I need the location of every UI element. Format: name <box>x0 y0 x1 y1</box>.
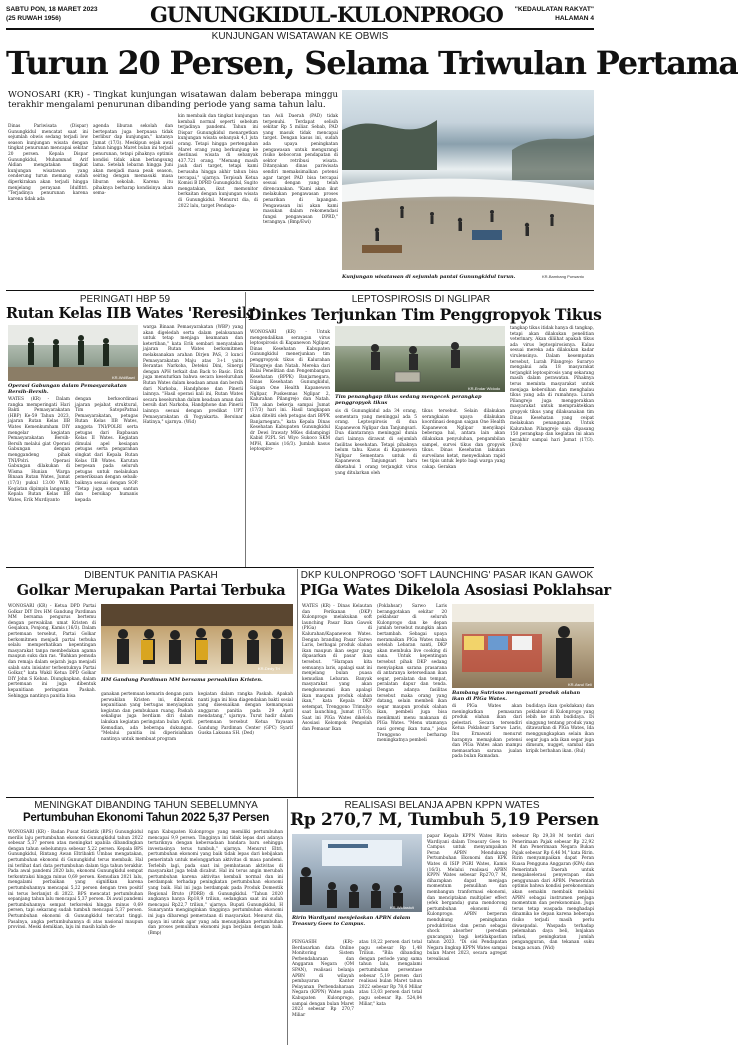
a4-col3: kegiatan dalam rangka Paskah. Apakah nanti juga ini bisa diagendakan bakti sosial yang disesuaikan dengan kemampuan anggaran panitia pada 29 April mendatang," ujarnya. Turut hadir dalam pertemuan tersebut Ketua Yayasan Gandung Pardiman Center (GPC) Syarif Guska Laksana SH. (Ded) <box>198 692 293 737</box>
a7-col4: sebesar Rp 29,38 M terdiri dari Penerimaan Pajak sebesar Rp 22,92 M dan Penerimaan Negara Bukan Pajak sebesar Rp 6,46 M," kata Ririn. Ririn menyampaikan dapat Peran Kuasa Pengguna Anggaran (KPA) dan Pemerintah Daerah untuk mengakselerasi penyerapan dan penggunaan dari APBN. Pemerintah optimis bahwa kondisi perekonomian akan semakin membaik melalui APBN sebagai instrumen penjaga momentum dan perekonomian. Juga terus tetap waspada menghadapi dinamika ke depan karena beberapa risiko terjadi masih perlu diwaspadai. Waspada terhadap pelemahan daya beli, lonjakan inflasi, peningkatan jumlah pengangguran, dan tekanan suku bunga acuan. (Wid) <box>512 834 594 951</box>
a1-kicker: KUNJUNGAN WISATAWAN KE OBWIS <box>211 31 389 42</box>
issue-date-javanese: (25 RUWAH 1956) <box>6 15 61 22</box>
a5-col2: (Poklahsar) Sarwo Laris beranggotakan sekitar 20 poklahsar di seluruh Kulonprogo dan ke depan jumlah tersebut mungkin akan bertambah. Sebagai upaya meramaikan PIGa Wates maka setelah Lebaran nanti, DKP akan membuka live cooking di sana. Untuk kepentingan tersebut pihak DKP sedang menyiapkan sarana prasarana di antaranya ketersediaan ikan segar, peralatan dan tempat, peralatan dapur dan tenda. Dengan adanya fasilitas tersebut maka orang yang datang, selain membeli ikan segar maupun produk olahan ikan, pembeli juga bisa menikmati menu makanan di PIGa Wates. "Menu utamanya nasi goreng ikan tuna," jelas Trenggono berharap meningkatnya pembeli <box>377 604 447 744</box>
a1-beach-photo <box>342 90 594 270</box>
a1-col1: Dinas Pariwisata (Dispar) Gunungkidul mencatat saat ini sejumlah obwis sedang terjadi low season kunjungan wisata dengan tingkat penurunan mencapai sekitar 20 persen. Kepala Dispar Gunungkidul, Muhammad Arif Aldian mengatakan tingkat kunjungan wisatawan yang cenderung turun memang sudah diperkirakan akan terjadi hingga menjelang perayaan Idulfitri. "Terjadinya penurunan karena karena tidak ada <box>8 124 88 202</box>
a2-headline: Rutan Kelas IIB Wates 'Reresik' <box>6 305 256 322</box>
a3-col2: sis di Gunungkidul ada 34 orang, sementara yang meninggal ada 5 orang. Leptospirosis di dua Kapanewon Nglipar dan Tanjungsari. Dua diantaranya meninggal dunia dari lainnya dirawat di sejumlah fasilitas kesehatan. Tetapi pihaknya belum tahu. Kasus di Kapanewon Nglipar Sementara untuk di Kapanewon Tanjungsari baru diketahui 1 orang terjangkit virus yang ditularkan oleh <box>335 409 417 476</box>
room-scene <box>8 325 138 381</box>
a1-lead-text: WONOSARI (KR) - Tingkat kunjungan wisatawan dalam beberapa minggu terakhir mengalami penurunan dibanding periode yang sama tahun lalu. <box>8 90 338 111</box>
a5-col1: WATES (KR) - Dinas Kelautan dan Perikanan (DKP) Kulonprogo melakukan soft launching Pasar Ikan Gawok (PIGa) di Kalurahan/Kapanewon Wates. Dengan branding Pasar Sarwo Laris, berbagai produk olahan ikan maupun ikan segar yang dipasarkan di pasar ikan tersebut. "Harapan kita semuanya laris, apalagi saat ini menjelang bulan puasa kemudian Lebaran. Banyak masyarakat yang akan mengkonsumsi ikan apalagi ikan maupun produk olahan ikan," kata Kepala DKP setempat, Trenggono Trimulyo saat launching, Jumat (17/3). Saat ini PIGa Wates dikelola Asosiasi Kelompok Pengolah dan Pemasar Ikan <box>302 604 372 733</box>
a3-credit: KR-Endar Widodo <box>468 386 501 391</box>
a3-col1: WONOSARI (KR) - Untuk mengendalikan serangan virus leptospirosis di Kapanewon Nglipar, Dinas Kesehatan Kabupaten Gunungkidul menerjunkan tim penggropyok tikus di Kalurahan Pilangrejo dan Natah. Mereka dari Balai Penelitian dan Pengembangan Kesehatan (BPPK) Banjarnegara, Dinas Kesehatan Gunungkidul, Saigan One Health Kapanewon Nglipar, Puskesmas Nglipar 2, Kalurahan Pilangrejo dan Natah. Tim akan bekerja sampai Jumat (17/3) hari ini. Hasil tangkapan akan diteliti oleh petugas dari BPPK Banjarnegara," kata Kepala Dinas Kesehatan Kabupaten Gunungkidul dr Dewi Irawaty MKes didampingi Kabid P2PL Sri Wiyo Sukoco SKM MPH, Kamis (16/3). Jumlah kasus leptospiro- <box>250 330 330 453</box>
a7-campus-photo <box>292 834 422 912</box>
a7-credit: KR-Widiastuti <box>390 905 415 910</box>
a5-market-photo <box>452 604 594 688</box>
a5-headline: PIGa Wates Dikelola Asosiasi Poklahsar <box>300 582 611 599</box>
vdivider-1 <box>245 292 246 567</box>
a6-kicker: MENINGKAT DIBANDING TAHUN SEBELUMNYA <box>34 800 258 811</box>
a6-col1: WONOSARI (KR) - Badan Pusat Statistik (BPS) Gunungkidul merilis laju pertumbuhan ekonomi Gunungkidul tahun 2022 sebesar 5,37 persen atau meningkat apabila dibandingkan dengan tahun sebelumnya sebesar 5,22 persen. Kepala BPS Gunungkidul, Rintang Awan Eltribakti Umbas mengatakan, pertumbuhan ekonomi di Gunungkidul terus membaik. Hal ini terlihat dari data pertumbuhan dalam tiga tahun terakhir. Pada awal pandemi 2020 lalu, ekonomi Gunungkidul sempat terkontraksi hingga minus 0,69 persen. Kemudian 2021 lalu, mengalami perbaikan yang signifikan karena pertumbuhannya mencapai 5,22 persen dengan tren positif ini terus berlanjut di 2022. BPS mencatat pertumbuhan sepanjang tahun lalu mencapai 5,37 persen. Di awal pandemi pertumbuhannya sempat terkoreksi hingga minus 0,69 persen, tapi sekarang sudah tumbuh mencapai 5,37 persen. Pertumbuhan ekonomi di Gunungkidul tercatat tinggi. Pasalnya, angka pertumbuhannya di atas nasional maupun provinsi. Meski demikian, laju ini masih kalah de- <box>8 830 143 931</box>
a2-caption: Operasi Gabungan dalam Pemasyarakatan Bersih-Bersih. <box>8 383 127 395</box>
a4-headline: Golkar Merupakan Partai Terbuka <box>16 582 286 599</box>
a2-operation-photo <box>8 325 138 381</box>
a7-headline: Rp 270,7 M, Tumbuh 5,19 Persen <box>290 810 599 830</box>
a3-headline: Dinkes Terjunkan Tim Penggropyok Tikus <box>248 305 602 324</box>
a1-credit: KR-Bambang Purwanto <box>542 274 585 279</box>
page-number: HALAMAN 4 <box>555 15 594 22</box>
a7-col1: PENGASIH (KR)-Berdasarkan data Online Monitoring Sistem Perbendaharaan dan Anggaran Negara (OM SPAN), realisasi belanja APBN di wilayah pembayaran Kantor Pelayanan Perbendaharaan Negara (KPPN) Wates pada Kabupaten Kulonprogo, sampai dengan bulan Maret 2023 sebesar Rp 270,7 Miliar <box>292 940 354 1018</box>
a6-col2: ngan Kabupaten Kulonprogo yang memiliki pertumbuhan mencapai 9,9 persen. Tingginya ini tidak lepas dari adanya tertariknya dengan kebersadaan bandara baru sehingga investasinya terus tumbuh," ujarnya. Menurut Eltri, pertumbuhan ekonomi yang baik tidak lepas dari kebijakan pemerintah untuk melonggarkan aktivitas di masa pandemi. Terlebih lagi, pada saat ini pembatasan aktivitas di masyarakat juga telah dicabut. Hal ini terus angin merubah pertumbuhan karena aktivitas kembali normal dan ini berdampak terhadap peningkatan pertumbuhan ekonomi yang baik. Hal ini juga berdampak pada Produk Domestik Regional Bruto (PDRB) di Gunungkidul. "Tahun 2020 angkanya hanya Rp18,9 triliun, sedangkan saat ini sudah mencapai Rp22,7 triliun," ujarnya. Bupati Gunungkidul, H Sunaryanta menginginkan tingginya pertumbuhan ekonomi ini juga dibarengi pemerataan di masyarakat. Menurut dia, upaya ini untuk agar yang ada menunjukkan pertumbuhan dan proses pemulihan ekonomi juga berjalan dengan baik. (Bmp) <box>148 830 283 936</box>
paper-name: "KEDAULATAN RAKYAT" <box>514 6 594 13</box>
a7-col2: atau 18,22 persen dari total pagu sebesar Rp 1,48 Triliun. "Bila dibanding dengan periode yang sama tahun lalu, mengalami pertumbuhan persentase sebesar 5,19 persen dari realisasi bulan Maret tahun 2022 sebesar Rp 78,6 Miliar atau 13,03 persen dari total pagu sebesar Rp. 524,84 Miliar," kata <box>359 940 422 1007</box>
a4-col1: WONOSARI (KR) - Ketua DPD Partai Golkar DIY Drs HM Gandung Pardiman MM bersama pengurus bertemu dengan perwakilan umat Kristen di Gesjakun, Ponjong, Kamis (16/3). Dalam pertemuan tersebut, Partai Golkar berkomitmen menjadi partai terbuka selalu memperhatikan kepentingan masyarakat tanpa membedakan agama maupun suku dan ras. "Bahkan pemuda dan remaja dalam sejarah juga menjadi salah satu inisiator terbentuknya Partai Golkar," kata Wakil Ketua DPD Golkar DIY John S Keban. Diungkapkan, dalam pertemuan ini juga dibentuk kepanitiaan peringatan Paskah. Sehingga nantinya panitia bisa <box>8 604 96 699</box>
a3-col4: tangkap tikus itidak hanya di tangkap, tetapi akan dilakukan penelitian veterinary. Akan diliihat apakah tikus ada virus leptospirosisnya. Kalau sesuai mereka ada dilakukan kadar virulensinya. Dalam kesempatan tersebut, Lurah Pilangrejo Suraryo mengakui ada 18 masyarakat terjangkit leptospirosis yang sekarang masih dalam perawatan. Pihaknya terus meminta masyarakat untuk menjaga kebersihan dan menghalau tikus yang ada di rumahnya. Lurah Pilangrejo juga menggerakkan masyarakat untuk mempraktekkan gropyok tikus yang dilaksanakan tim Dinas Kesehatan yang ceipat melakukan penanganan. Untuk Kalurahan Pilangrejo saja dipasang 150 perangkap dan kegiatan ini akan berakhir sampai hari Jumat (17/3). (Ewi) <box>510 326 594 449</box>
a3-kicker: LEPTOSPIROSIS DI NGLIPAR <box>351 294 491 305</box>
a7-caption: Ririn Wardiyani menjelaskan APBN dalam Treasury Goes to Campus. <box>292 915 411 927</box>
a2-col2: warga Binaan Pemasyarakatan (WBP) yang akan digeledah serta dalam pelaksanaan untuk tetap menjaga keamanan dan ketertiban," kata Erik sembari menyatakan jajaran Rutan Wates berkomitmen melaksanakan arahan Dirjen PAS, 3 kunci Pemasyarakatan Maju atas 3+1 yaitu Berantas Narkoba, Deteksi Dini, Sinergi dengan APH terkait dan Back to Basic. Erik juga menuturkan bahwa secara keseluruhan Rutan Wates dalam keadaan aman dan bersih dari Narkoba, Handphone dan Pinerii lainnya. "Hasil operasi kali ini, Rutan Wates secara keseluruhan dalam keadaan aman dan bersih dari Narkoba, Handphone dan Pinerii lainnya sesuai dengan predikat UPT Pemasyarakatan di Yogyakarta. Bersinar Hatinya," ujarnya. (Wid) <box>143 325 243 426</box>
divider-2 <box>6 567 594 568</box>
a5-kicker: DKP KULONPROGO 'SOFT LAUNCHING' PASAR IKAN GAWOK <box>300 570 594 581</box>
masthead-rule <box>6 28 594 30</box>
a5-col3: di PIGa Wates akan meningkatkan pemasaran produk olahan ikan dari pelestari. Secara tersendiri Ketua Poklahsar Sarwo Laris, Ibu Ernawati menurut harapnya memajukan potensi dan PIGa Wates akan mampu memasarkan sarana jualan pada bulan Ramadan. <box>452 704 522 760</box>
a4-col2: ganakan pertemuan kemarin dengan para perwakilan Kristen ini, dibentuk kepanitiaan yang bertugas menyiapkan kegiatan dan pembukaan ruang. Paskah sekaligus juga berdiam diri dalam lakukan kegiatan peringatan bulan April. Kemudian, ada beberapa dukungan. "Melalui panitia ini diperisiahkan nantinya untuk membuat program <box>101 692 193 742</box>
a5-col4: budidaya ikan (pokdakan) dan poklahsar di Kulonprogo yang lebih ke arah budidaya. Di singgung tentang produk yang ditawarkan di PIGa Wates, Ida menggungkapkan selain ikan segar juga ada ikan segar juga dimsum, nugget, sambal dan kripik berbahan ikan. (Rul) <box>526 704 594 754</box>
section-title: GUNUNGKIDUL-KULONPROGO <box>150 2 503 27</box>
divider-3 <box>6 797 594 798</box>
a1-col3: kin membaik dan tingkat kunjungan kembali normal seperti sebelum terjadinya pandemi. Tahun ini Dispar Gunungkidul menargetkan kunjungan wisata sebanyak 4,1 juta orang. Tetapi hingga pertengahan Maret orang yang berkunjung ke destinasi wisata di sebanyak 437.721 orang. "Memang masih jauh dari target, tetapi kami berusaha hingga akhir tahun bisa tercapai," ujarnya. Terpisah Ketua Komisi B DPRD Gunungkidul, Sugito mengatakan, ikut memonitor berkaitan dengan kunjungan wisata di Gunungkidul. Menurut dia, di 2022 lalu, target Pendapa- <box>178 114 258 209</box>
stall-scene <box>452 604 594 688</box>
seminar-scene <box>292 834 422 912</box>
a4-credit: KR-Dedy Tri <box>258 666 280 671</box>
a5-caption: Bambang Sutrisno mengamati produk olahan ikan di PIGa Wates. <box>452 690 581 702</box>
a1-col4: tan Asli Daerah (PAD) tidak terpenuhi. Terdapat selisih sekitar Rp 5 miliar. Sebab, PAD yang masuk tidak mencapai target. Dengan kasus ini, sudah ada upaya peningkatan pengawasan untuk mengurangi risiko kebocoran pendapatan di sektor retribusi wisata. Ditanyakan dinas pariwisata sendiri memaksimalkan potensi agar target PAD bisa tercapai sesuai dengan yang telah direncanakan. "Kami akan ikut melakukan pengawasan proses penarikan di lapangan. Pengawasan ini akan kami masukan dalam rekomendasi fungsi pengawasan DPRD," terangnya. (Bmp/Ewi) <box>263 114 338 226</box>
a3-col3: tikus tersebut. Selain dilakukan serangkaian upaya dilakukan koordinasi dengan saigan One Health Kapanewon Nglipar menyikapi beberapa hal, antara lain akan dilakukan penyuluhan, pengambilan sampel, survei tikus dan gropyok tikus. Dinas Kesehatan lakukan surveilans ketat, menyediakan rapid tes tipis untuk Iepto bagi warga yang cakap. Gerakan <box>422 409 505 470</box>
a1-col2: agenda liburan sekolah dan bertepatan juga berpuasa tidak berlibur dap kunjungan," katanya Jumat (17/3). Meskipun sejak awal tahun hingga Maret bulan ini terjadi penurunan, tetapi pihaknya optimis kondisi tidak akan berlangsung lama. Setelah lebaran hingga Juni akan menjadi masa peak season, seiring dengan memasuki masa liburan sekolah. Karena itu pihaknya berharap kondisinya akan sema- <box>93 124 173 197</box>
a7-col3: papar Kepala KPPN Wates Ririn Wardiyani dalam Treasury Goes to Campus untuk menyampaikan Peran APBN Mendukung Pertumbuhan Ekonomi dan KPK Wates di ISIP PGRI Wates, Kamis (16/3). Melalui realisasi APBN KPPN Wates sebesar Rp270,7 M, diharapkan dapat menjaga momentum pemulihan dan membangun tranformasi ekonomi, dan menciptakan multiplier effect (efek berganda) guna mendorong pertumbuhan ekonomi di Kulonprogo. APBN berperan mendukung peningkatan produktivitas dan peran sebagai shock absorber (peredam guncangan) bagi ketidakpastian tahun 2023. "Di sisi Pendapatan Negara lingkup KPPN Wates sampai bulan Maret 2023, secara agregat terealisasi <box>427 834 507 963</box>
a1-lead <box>8 90 338 111</box>
a2-credit: KR-Wd/Bawi <box>112 375 135 380</box>
beach-scene <box>342 90 594 270</box>
a4-meeting-photo <box>101 604 293 674</box>
issue-date: SABTU PON, 18 MARET 2023 <box>6 6 98 13</box>
field-scene <box>335 326 505 392</box>
a1-headline: Turun 20 Persen, Selama Triwulan Pertama <box>6 44 738 82</box>
a2-col3: dengan berkoordinasi jajaran pejabat struktural, Tim SatopsPatnal Pemasyarakatan, petugas Rutan Kelas IIB Wates, anggota TNI/POLRI serta petugas dari Bapbasan Kelas II Wates. Kegiatan dimulai apel kesiapan petugas serta pengarahan singkat dari Kepala Rutan Kelas IIB Wates. Karutan berpesan pada seluruh petugas untuk melakukan pemeriksaan dengan sebaik-baiknya sesuai dengan SOP. "Tetap juga sopan santun dan bersikap humanis kepada <box>75 397 138 503</box>
a4-caption: HM Gandung Pardiman MM bersama perwakilan Kristen. <box>101 677 263 683</box>
vdivider-3 <box>287 799 288 1045</box>
a2-col1: WATES (KR) - Dalam rangka memperingati Hari Bakti Pemasyarakatan (HBP) Ke-59 Tahun 2023, jajaran Rutan Kelas IIB Wates Kemenkumham DIY mengelar kegiatan Pemasyarakatan Bersih-Bersih melalui giat Operasi Gabungan dengan menggandeng pihak TNI/Polri. Operasi Gabungan dilakukan di Wisma Hunian Warga Binaan Rutan Wates, Jumat (17/3) pukul 13.00 WIB. Kegiatan dipimpin langsung Kepala Rutan Kelas IIB Wates, Erik Murdiyanto <box>8 397 70 503</box>
group-scene <box>101 604 293 674</box>
divider-1 <box>6 290 594 291</box>
a6-headline: Pertumbuhan Ekonomi Tahun 2022 5,37 Persen <box>22 812 270 824</box>
a2-kicker: PERINGATI HBP 59 <box>79 294 171 305</box>
a7-kicker: REALISASI BELANJA APBN KPPN WATES <box>344 800 540 811</box>
a3-rat-trap-photo <box>335 326 505 392</box>
a4-kicker: DIBENTUK PANITIA PASKAH <box>84 570 218 581</box>
a1-caption: Kunjungan wisatawan di sejumlah pantai Gunungkidul turun. <box>342 274 516 280</box>
vdivider-2 <box>297 569 298 797</box>
a3-caption: Tim penanghgap tikus sedang mengecek perangkap penggropyok tikus <box>335 394 482 406</box>
a5-credit: KR-Asrul Seli <box>568 682 592 687</box>
